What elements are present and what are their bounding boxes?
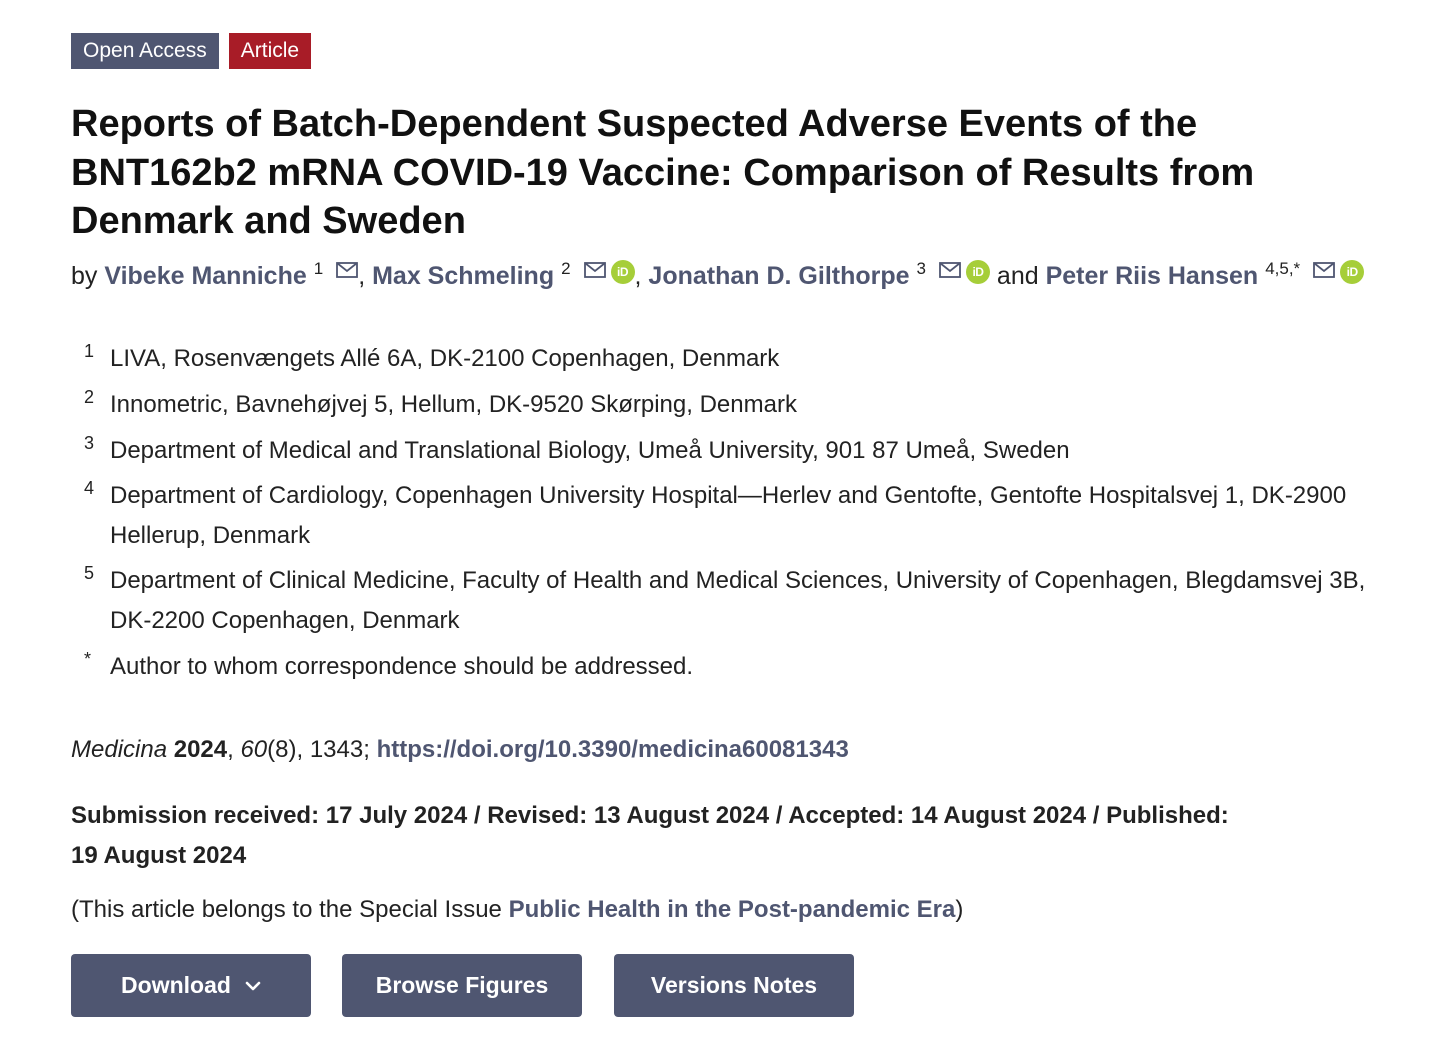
publication-year: 2024 (173, 736, 228, 763)
affiliation-superscript: 3 (916, 259, 927, 278)
affiliation-text: Department of Clinical Medicine, Faculty of Health and Medical Sciences, University of Copenhagen, Blegdamsvej 3B, DK-2200 Copenhagen, Denmark (110, 567, 1366, 634)
email-icon[interactable] (584, 262, 606, 278)
article-title: Reports of Batch-Dependent Suspected Adverse Events of the BNT162b2 mRNA COVID-19 Vaccine: Comparison of Results from Denmark and Sweden (71, 103, 1255, 242)
journal-name: Medicina (71, 736, 168, 763)
author-link[interactable]: Peter Riis Hansen (1045, 262, 1259, 290)
email-icon[interactable] (1313, 262, 1335, 278)
versions-notes-button[interactable] (614, 954, 854, 1017)
affiliation-text: Department of Medical and Translational Biology, Umeå University, 901 87 Umeå, Sweden (110, 437, 1070, 464)
author-list (71, 259, 1364, 292)
email-icon[interactable] (336, 262, 358, 278)
affiliation-number: 2 (84, 387, 95, 407)
browse-figures-label: Browse Figures (375, 972, 549, 998)
volume: 60 (240, 736, 268, 763)
comma: , (634, 262, 642, 290)
affiliation-number: * (84, 649, 92, 669)
affiliation-number: 1 (84, 341, 95, 361)
affiliation-text: Innometric, Bavnehøjvej 5, Hellum, DK-9520 Skørping, Denmark (110, 391, 797, 418)
open-access-badge: Open Access (71, 33, 219, 69)
orcid-icon[interactable]: iD (611, 260, 635, 284)
affiliation-superscript: 1 (313, 259, 324, 278)
author-link[interactable]: Max Schmeling (372, 262, 555, 290)
affiliation-number: 5 (84, 563, 95, 583)
author-link[interactable]: Jonathan D. Gilthorpe (648, 262, 910, 290)
comma: , (358, 262, 366, 290)
affiliation-number: 4 (84, 478, 95, 498)
special-issue-suffix: ) (955, 896, 964, 923)
affiliation-number: 3 (84, 433, 95, 453)
citation: Medicina 2024, 60(8), 1343; https://doi.org/10.3390/medicina60081343 (71, 736, 849, 763)
by-label: by (71, 262, 98, 290)
special-issue-note (71, 896, 963, 924)
affiliation-text: Department of Cardiology, Copenhagen University Hospital—Herlev and Gentofte, Gentofte Hospitalsvej 1, DK-2900 Hellerup, Denmark (110, 482, 1347, 549)
orcid-icon[interactable]: iD (966, 260, 990, 284)
doi-link[interactable]: https://doi.org/10.3390/medicina60081343 (376, 736, 849, 763)
and-label: and (996, 262, 1039, 290)
chevron-down-icon (245, 981, 261, 991)
badges (71, 33, 311, 69)
affiliation-superscript: 2 (561, 259, 571, 278)
affiliation-text: LIVA, Rosenvængets Allé 6A, DK-2100 Copenhagen, Denmark (110, 345, 780, 372)
email-icon[interactable] (939, 262, 961, 278)
download-label: Download (121, 972, 231, 998)
article-number: , 1343; (296, 736, 370, 763)
affiliation-text: Author to whom correspondence should be addressed. (110, 653, 694, 680)
article-type-badge: Article (229, 33, 311, 69)
orcid-icon[interactable]: iD (1340, 260, 1364, 284)
browse-figures-button[interactable] (342, 954, 582, 1017)
affiliation-superscript: 4,5,* (1265, 259, 1301, 278)
special-issue-prefix: (This article belongs to the Special Issue (71, 896, 509, 923)
special-issue-link[interactable]: Public Health in the Post-pandemic Era (508, 896, 956, 923)
publication-dates: Submission received: 17 July 2024 / Revised: 13 August 2024 / Accepted: 14 August 2024 / Published: 19 August 2024 (71, 802, 1229, 869)
download-button[interactable] (71, 954, 311, 1017)
versions-notes-label: Versions Notes (650, 972, 818, 998)
author-link[interactable]: Vibeke Manniche (104, 262, 307, 290)
issue: (8) (267, 736, 297, 763)
